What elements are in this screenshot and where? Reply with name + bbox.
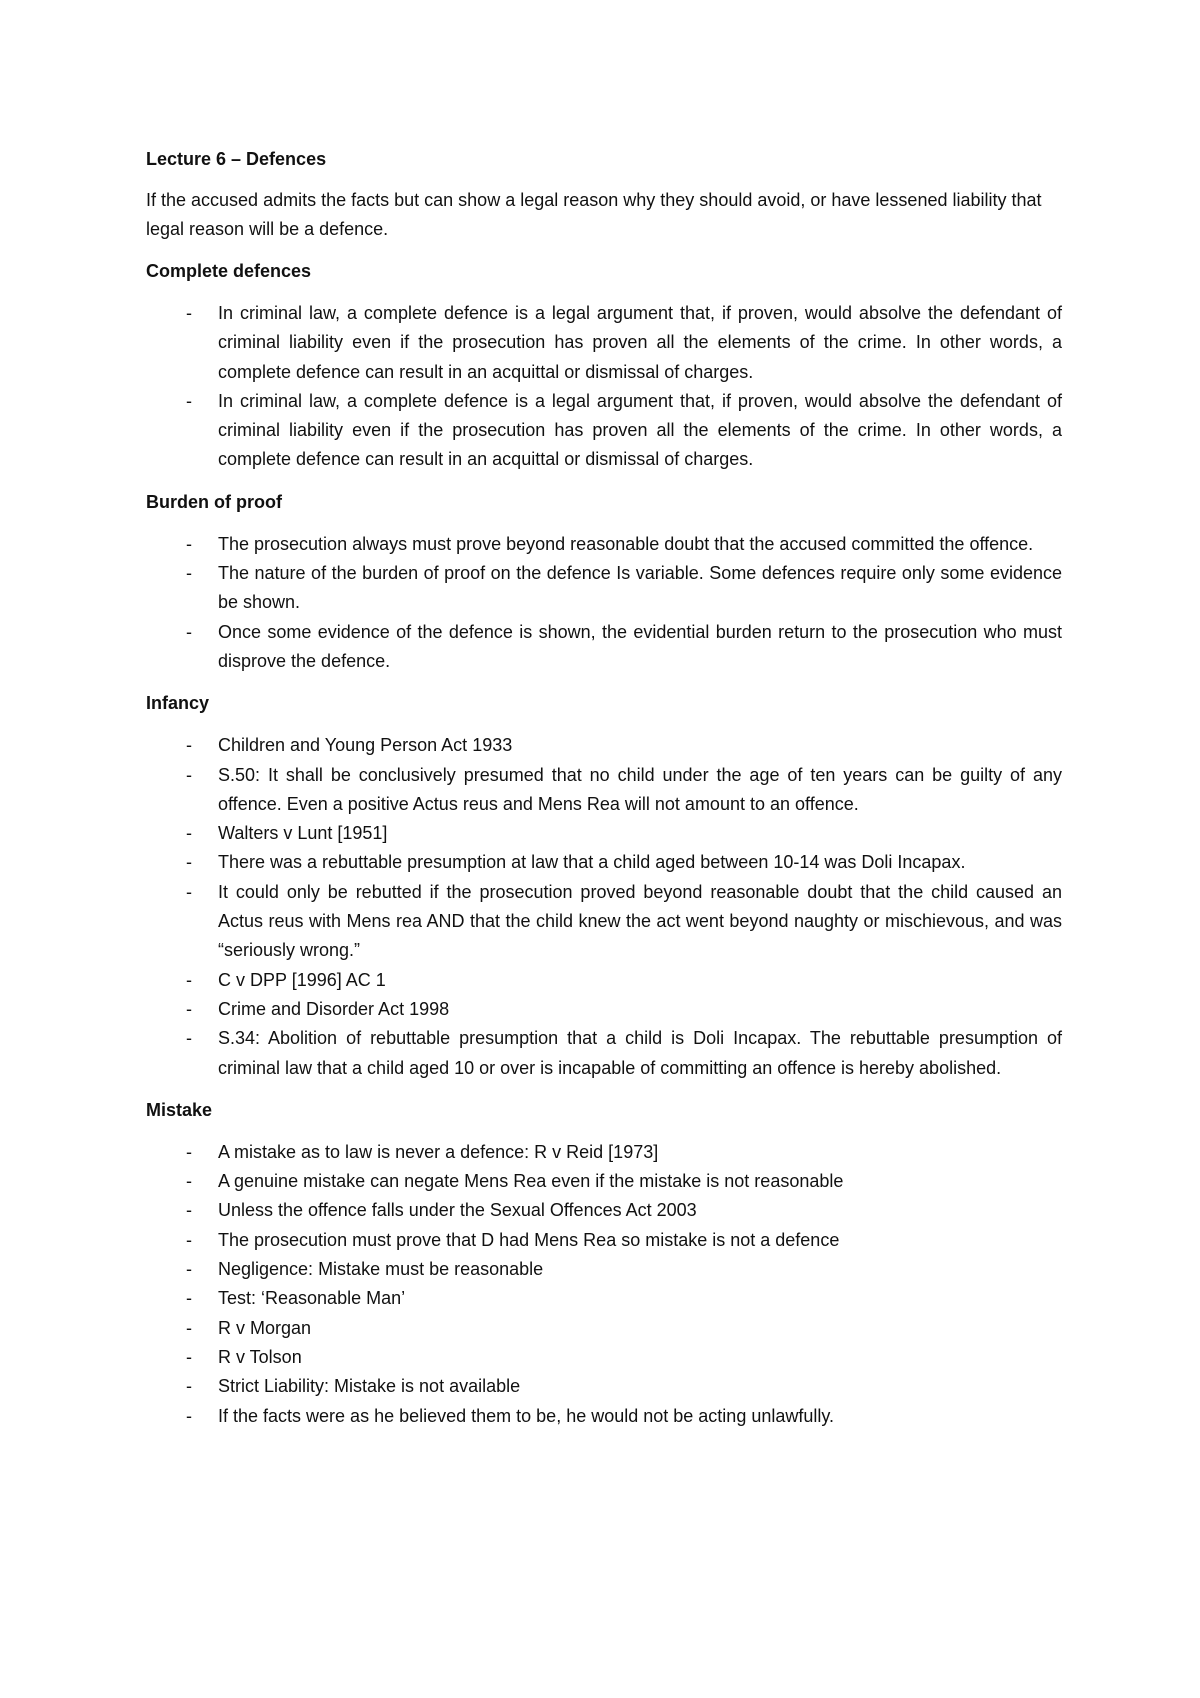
list-item-text: Once some evidence of the defence is shown, the evidential burden return to the prosecution who must disprove the defence. [218,621,1062,671]
bullet-dash: - [186,1259,192,1280]
list-item [146,1138,1062,1167]
document-title: Lecture 6 – Defences [146,149,327,169]
bullet-dash: - [186,1141,192,1162]
bullet-dash: - [186,303,192,323]
bullet-dash: - [186,1405,192,1426]
bullet-dash: - [186,1376,192,1397]
list-item [146,761,1062,820]
list-item-text: In criminal law, a complete defence is a legal argument that, if proven, would absolve the defendant of criminal liability even if the prosecution has proven all the elements of the crime. In other words, a complete defence can result in an acquittal or dismissal of charges. [218,390,1062,470]
bullet-dash: - [186,735,192,756]
bullet-dash: - [186,563,192,584]
list-item-text: Negligence: Mistake must be reasonable [218,1259,544,1280]
section-heading: Infancy [146,693,210,714]
bullet-dash: - [186,881,192,902]
list-item-text: A genuine mistake can negate Mens Rea even if the mistake is not reasonable [218,1171,844,1192]
bullet-list [146,1138,1062,1431]
list-item [146,618,1062,677]
list-item [146,1196,1062,1225]
bullet-dash: - [186,969,192,990]
list-item [146,966,1062,995]
bullet-dash: - [186,852,192,873]
list-item [146,1343,1062,1372]
list-item [146,878,1062,966]
list-item-text: If the facts were as he believed them to be, he would not be acting unlawfully. [218,1405,835,1426]
bullet-dash: - [186,1288,192,1309]
bullet-dash: - [186,1200,192,1221]
list-item-text: It could only be rebutted if the prosecution proved beyond reasonable doubt that the child caused an Actus reus with Mens rea AND that the child knew the act went beyond naughty or mischievous, and was “seriously wrong.” [218,881,1062,961]
list-item-text: R v Morgan [218,1317,312,1338]
section-heading: Mistake [146,1099,213,1120]
bullet-dash: - [186,1229,192,1250]
bullet-list [146,299,1062,475]
list-item [146,731,1062,760]
list-item [146,1255,1062,1284]
document-page [146,144,1062,1444]
list-item [146,1167,1062,1196]
list-item [146,1024,1062,1083]
list-item [146,1372,1062,1401]
bullet-dash: - [186,621,192,642]
section-heading: Burden of proof [146,491,282,512]
list-item-text: Children and Young Person Act 1933 [218,735,513,756]
bullet-dash: - [186,1171,192,1192]
list-item-text: Unless the offence falls under the Sexual Offences Act 2003 [218,1200,697,1221]
bullet-dash: - [186,390,192,411]
list-item-text: Crime and Disorder Act 1998 [218,998,450,1019]
list-item [146,819,1062,848]
bullet-dash: - [186,1346,192,1367]
list-item-text: Test: ‘Reasonable Man’ [218,1288,406,1309]
bullet-dash: - [186,998,192,1019]
list-item [146,1226,1062,1255]
list-item-text: The prosecution always must prove beyond reasonable doubt that the accused committed the offence. [218,533,1034,554]
list-item [146,995,1062,1024]
list-item-text: A mistake as to law is never a defence: R v Reid [1973] [218,1141,659,1162]
bullet-dash: - [186,1317,192,1338]
list-item [146,299,1062,387]
sections-container [146,257,1062,1431]
list-item-text: C v DPP [1996] AC 1 [218,969,386,990]
list-item-text: S.50: It shall be conclusively presumed that no child under the age of ten years can be guilty of any offence. Even a positive Actus reus and Mens Rea will not amount to an offence. [218,764,1062,814]
bullet-dash: - [186,533,192,554]
list-item-text: There was a rebuttable presumption at law that a child aged between 10-14 was Doli Incapax. [218,852,966,873]
list-item [146,559,1062,618]
list-item [146,387,1062,475]
bullet-dash: - [186,1028,192,1049]
list-item-text: The prosecution must prove that D had Mens Rea so mistake is not a defence [218,1229,840,1250]
list-item-text: In criminal law, a complete defence is a legal argument that, if proven, would absolve the defendant of criminal liability even if the prosecution has proven all the elements of the crime. In other words, a complete defence can result in an acquittal or dismissal of charges. [218,303,1062,382]
list-item-text: The nature of the burden of proof on the defence Is variable. Some defences require only some evidence be shown. [218,563,1062,613]
bullet-dash: - [186,764,192,785]
bullet-list [146,530,1062,676]
list-item [146,1314,1062,1343]
list-item-text: S.34: Abolition of rebuttable presumption that a child is Doli Incapax. The rebuttable presumption of criminal law that a child aged 10 or over is incapable of committing an offence is hereby abolished. [218,1028,1062,1078]
list-item [146,1284,1062,1313]
section-heading: Complete defences [146,261,312,281]
list-item [146,1402,1062,1431]
bullet-list [146,731,1062,1083]
list-item-text: Walters v Lunt [1951] [218,823,388,844]
list-item-text: R v Tolson [218,1346,302,1367]
list-item-text: Strict Liability: Mistake is not available [218,1376,521,1397]
list-item [146,530,1062,559]
intro-paragraph: If the accused admits the facts but can show a legal reason why they should avoid, or have lessened liability that legal reason will be a defence. [146,190,1042,239]
bullet-dash: - [186,823,192,844]
list-item [146,848,1062,877]
